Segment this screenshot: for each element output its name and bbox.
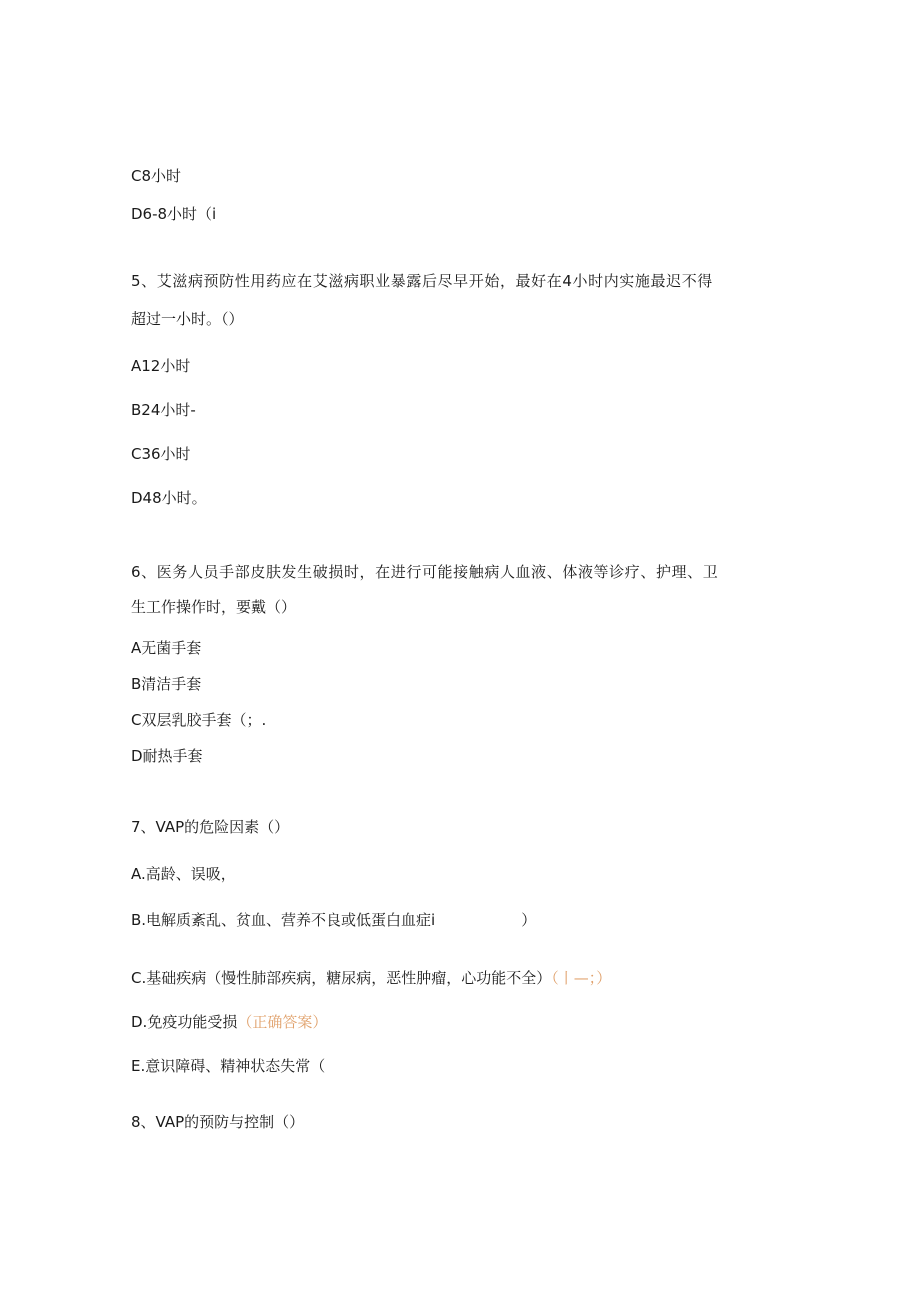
q4-option-c: C8小时 xyxy=(131,167,182,185)
q7-option-d xyxy=(131,1012,327,1032)
q6-option-b: B清洁手套 xyxy=(131,675,202,693)
q7-option-c xyxy=(131,968,611,988)
q6-option-d: D耐热手套 xyxy=(131,747,203,765)
q5-option-b: B24小时- xyxy=(131,401,196,419)
q7-option-a: A.高龄、误吸， xyxy=(131,865,236,883)
q7-option-e: E.意识障碍、精神状态失常（ xyxy=(131,1057,326,1075)
q5-option-a: A12小时 xyxy=(131,357,191,375)
q7-option-d-text: D.免疫功能受损 xyxy=(131,1013,238,1031)
q6-stem-line1: 6、医务人员手部皮肤发生破损时，在进行可能接触病人血液、体液等诊疗、护理、卫 xyxy=(131,563,719,581)
q4-option-d: D6-8小时（i xyxy=(131,205,217,223)
q5-option-d: D48小时。 xyxy=(131,489,207,507)
q7-option-c-text: C.基础疾病（慢性肺部疾病，糖尿病，恶性肿瘤，心功能不全） xyxy=(131,969,552,987)
q7-option-b-text: B.电解质紊乱、贫血、营养不良或低蛋白血症i xyxy=(131,911,436,929)
answer-marker: （正确答案） xyxy=(237,1013,328,1031)
q6-option-a: A无菌手套 xyxy=(131,639,202,657)
q7-stem: 7、VAP的危险因素（） xyxy=(131,818,290,836)
q6-stem-line2: 生工作操作时，要戴（） xyxy=(131,598,297,616)
q5-option-c: C36小时 xyxy=(131,445,191,463)
q5-stem-line1: 5、艾滋病预防性用药应在艾滋病职业暴露后尽早开始，最好在4小时内实施最迟不得 xyxy=(131,272,713,290)
q7-option-b-tail: ） xyxy=(521,911,537,929)
q7-option-b xyxy=(131,910,536,930)
q5-stem-line2: 超过一小时。（） xyxy=(131,310,244,328)
q7-option-c-note: （丨—；） xyxy=(551,969,612,987)
q6-option-c: C双层乳胶手套（；. xyxy=(131,711,267,729)
q8-stem: 8、VAP的预防与控制（） xyxy=(131,1113,305,1131)
